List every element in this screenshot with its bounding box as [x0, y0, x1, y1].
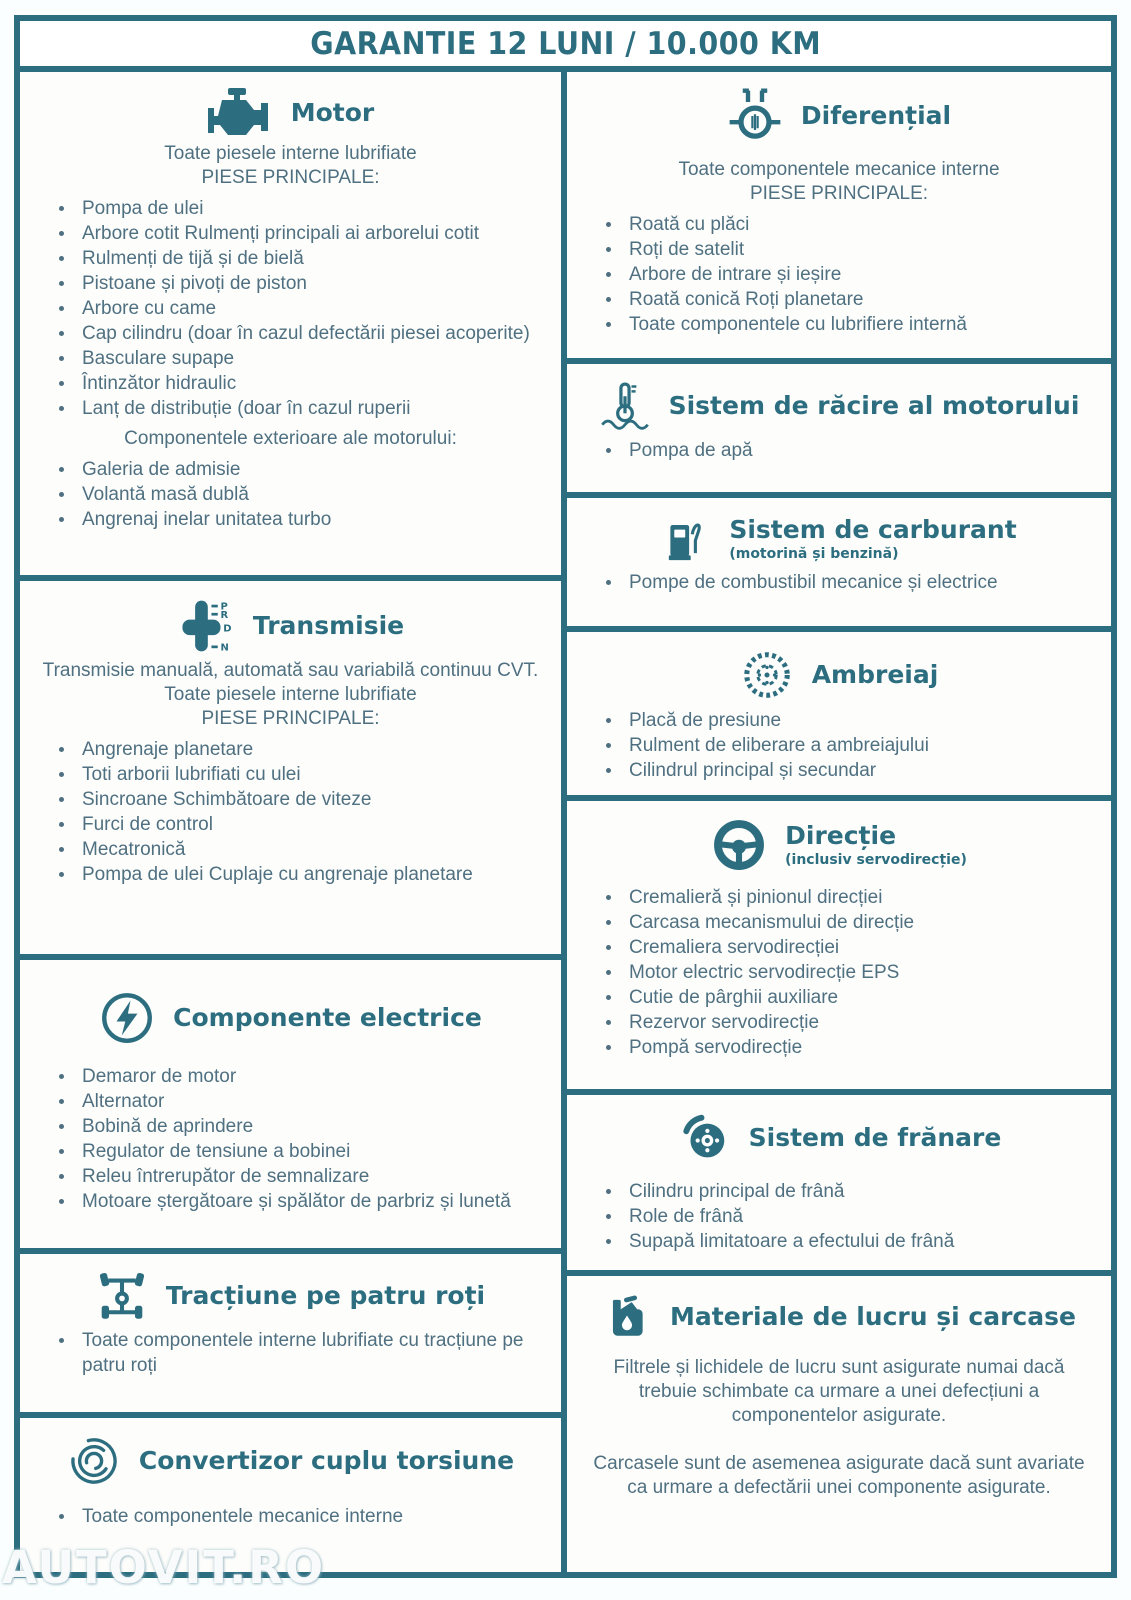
- list-item: • Bobină de aprindere: [76, 1114, 551, 1139]
- list-item: • Rulmenți de tijă și de bielă: [76, 246, 551, 271]
- section-racire: [561, 358, 1117, 498]
- section-subtitle: (motorină și benzină): [729, 545, 899, 562]
- page-title: GARANTIE 12 LUNI / 10.000 KM: [310, 25, 821, 62]
- list-item: • Pistoane și pivoți de piston: [76, 271, 551, 296]
- section-items: [577, 212, 1101, 337]
- list-item: • Pompe de combustibil mecanice și electrice: [623, 570, 1101, 595]
- list-item: • Toate componentele interne lubrifiate cu tracțiune pe patru roți: [76, 1328, 551, 1378]
- list-item: Toate piesele interne lubrifiate: [164, 684, 417, 705]
- section-items: [577, 708, 1101, 783]
- torque-converter-icon: [67, 1434, 121, 1488]
- list-item: Filtrele și lichidele de lucru sunt asigurate numai dacă trebuie schimbate ca urmare a unei defecțiuni a componentelor asigurate.: [613, 1357, 1065, 1426]
- warranty-sheet: [14, 15, 1117, 1578]
- section-header: [577, 1292, 1101, 1342]
- section-items-exterior: [30, 457, 551, 532]
- list-item: • Cremalieră și pinionul direcției: [623, 885, 1101, 910]
- list-item: • Cilindru principal de frână: [623, 1179, 1101, 1204]
- section-items: [30, 1328, 551, 1378]
- list-item: • Volantă masă dublă: [76, 482, 551, 507]
- section-title: Tracțiune pe patru roți: [165, 1280, 486, 1310]
- section-paragraphs: [577, 1356, 1101, 1500]
- list-item: Transmisie manuală, automată sau variabilă continuu CVT.: [42, 660, 539, 681]
- section-header: [577, 817, 1101, 873]
- watermark-autovit: AUTOVIT.RO: [2, 1541, 326, 1594]
- list-item: • Galeria de admisie: [76, 457, 551, 482]
- list-item: • Întinzător hidraulic: [76, 371, 551, 396]
- list-item: PIESE PRINCIPALE:: [749, 183, 929, 204]
- section-header: [30, 597, 551, 655]
- differential-icon: [727, 88, 783, 144]
- section-subheading: Componentele exterioare ale motorului:: [124, 428, 457, 449]
- section-title: Sistem de frănare: [748, 1122, 1002, 1152]
- list-item: • Motor electric servodirecție EPS: [623, 960, 1101, 985]
- section-header: [30, 990, 551, 1046]
- list-item: • Rulment de eliberare a ambreiajului: [623, 733, 1101, 758]
- section-header: [30, 88, 551, 138]
- section-title: Ambreiaj: [811, 659, 939, 689]
- list-item: • Angrenaje planetare: [76, 737, 551, 762]
- section-intro: [30, 659, 551, 731]
- section-title: Diferențial: [800, 100, 952, 130]
- gear-shifter-icon: [177, 597, 235, 655]
- list-item: Toate componentele mecanice interne: [678, 159, 1000, 180]
- list-item: • Lanț de distribuție (doar în cazul ruperii: [76, 396, 551, 421]
- steering-wheel-icon: [711, 817, 767, 873]
- brake-disc-icon: [677, 1111, 731, 1165]
- svg-text:P: P: [220, 601, 228, 613]
- left-column: [14, 66, 567, 1578]
- list-item: • Cap cilindru (doar în cazul defectării piesei acoperite): [76, 321, 551, 346]
- four-wheel-drive-icon: [96, 1270, 148, 1322]
- list-item: • Regulator de tensiune a bobinei: [76, 1139, 551, 1164]
- list-item: • Placă de presiune: [623, 708, 1101, 733]
- list-item: • Cremaliera servodirecției: [623, 935, 1101, 960]
- section-ambreiaj: [561, 626, 1117, 801]
- section-title: Sistem de carburant: [729, 515, 1017, 545]
- section-materiale: [561, 1270, 1117, 1578]
- section-title: Componente electrice: [173, 1002, 482, 1032]
- clutch-disc-icon: [740, 648, 794, 702]
- list-item: • Role de frână: [623, 1204, 1101, 1229]
- section-items: [577, 570, 1101, 595]
- section-header: [30, 1270, 551, 1322]
- engine-icon: [207, 88, 273, 138]
- list-item: • Toti arborii lubrifiati cu ulei: [76, 762, 551, 787]
- list-item: • Toate componentele cu lubrifiere internă: [623, 312, 1101, 337]
- fuel-pump-icon: [661, 514, 711, 564]
- svg-text:R: R: [220, 609, 229, 621]
- list-item: • Basculare supape: [76, 346, 551, 371]
- columns: [14, 66, 1117, 1578]
- list-item: • Demaror de motor: [76, 1064, 551, 1089]
- right-column: [561, 66, 1117, 1578]
- list-item: • Rezervor servodirecție: [623, 1010, 1101, 1035]
- section-header: [577, 88, 1101, 144]
- section-intro: [30, 142, 551, 190]
- list-item: Toate piesele interne lubrifiate: [164, 143, 417, 164]
- svg-text:D: D: [223, 623, 232, 635]
- section-tractiune: [14, 1248, 567, 1418]
- section-diferential: [561, 66, 1117, 364]
- header: [14, 15, 1117, 72]
- list-item: Carcasele sunt de asemenea asigurate dacă sunt avariate ca urmare a defectării unei componente asigurate.: [593, 1453, 1085, 1498]
- section-items: [577, 438, 1101, 463]
- list-item: • Pompa de ulei: [76, 196, 551, 221]
- list-item: • Alternator: [76, 1089, 551, 1114]
- list-item: • Roți de satelit: [623, 237, 1101, 262]
- list-item: PIESE PRINCIPALE:: [201, 708, 380, 729]
- section-title: Materiale de lucru și carcase: [670, 1301, 1076, 1331]
- section-title: Convertizor cuplu torsiune: [138, 1445, 515, 1475]
- lightning-icon: [99, 990, 155, 1046]
- section-header: [577, 514, 1101, 564]
- section-items: [30, 1504, 551, 1529]
- oil-canister-icon: [602, 1292, 652, 1342]
- section-items: [30, 196, 551, 421]
- list-item: • Cutie de pârghii auxiliare: [623, 985, 1101, 1010]
- section-intro: [577, 158, 1101, 206]
- list-item: • Pompa de ulei Cuplaje cu angrenaje planetare: [76, 862, 551, 887]
- section-title: Sistem de răcire al motorului: [668, 390, 1080, 420]
- list-item: • Arbore cu came: [76, 296, 551, 321]
- section-title: Transmisie: [252, 610, 405, 640]
- list-item: • Pompă servodirecție: [623, 1035, 1101, 1060]
- section-motor: [14, 66, 567, 581]
- list-item: • Mecatronică: [76, 837, 551, 862]
- section-items: [577, 885, 1101, 1060]
- list-item: • Arbore de intrare și ieșire: [623, 262, 1101, 287]
- section-header: [577, 1111, 1101, 1165]
- list-item: • Carcasa mecanismului de direcție: [623, 910, 1101, 935]
- section-subtitle: (inclusiv servodirecție): [785, 851, 967, 868]
- section-componente-electrice: [14, 954, 567, 1254]
- list-item: • Motoare ștergătoare și spălător de parbriz și lunetă: [76, 1189, 551, 1214]
- list-item: • Roată cu plăci: [623, 212, 1101, 237]
- section-items: [30, 737, 551, 887]
- list-item: • Roată conică Roți planetare: [623, 287, 1101, 312]
- section-header: [30, 1434, 551, 1488]
- section-header: [577, 648, 1101, 702]
- list-item: PIESE PRINCIPALE:: [201, 167, 380, 188]
- section-title: Direcție: [785, 821, 897, 851]
- section-carburant: [561, 492, 1117, 632]
- section-items: [577, 1179, 1101, 1254]
- section-directie: [561, 795, 1117, 1095]
- list-item: • Sincroane Schimbătoare de viteze: [76, 787, 551, 812]
- list-item: • Releu întrerupător de semnalizare: [76, 1164, 551, 1189]
- list-item: • Toate componentele mecanice interne: [76, 1504, 551, 1529]
- svg-text:N: N: [220, 642, 229, 654]
- section-header: [577, 380, 1101, 432]
- section-franare: [561, 1089, 1117, 1276]
- section-title: Motor: [290, 97, 375, 127]
- section-transmisie: [14, 575, 567, 960]
- list-item: • Supapă limitatoare a efectului de frână: [623, 1229, 1101, 1254]
- list-item: • Cilindrul principal și secundar: [623, 758, 1101, 783]
- section-items: [30, 1064, 551, 1214]
- thermometer-icon: [599, 380, 651, 432]
- list-item: • Angrenaj inelar unitatea turbo: [76, 507, 551, 532]
- list-item: • Furci de control: [76, 812, 551, 837]
- list-item: • Pompa de apă: [623, 438, 1101, 463]
- list-item: • Arbore cotit Rulmenți principali ai arborelui cotit: [76, 221, 551, 246]
